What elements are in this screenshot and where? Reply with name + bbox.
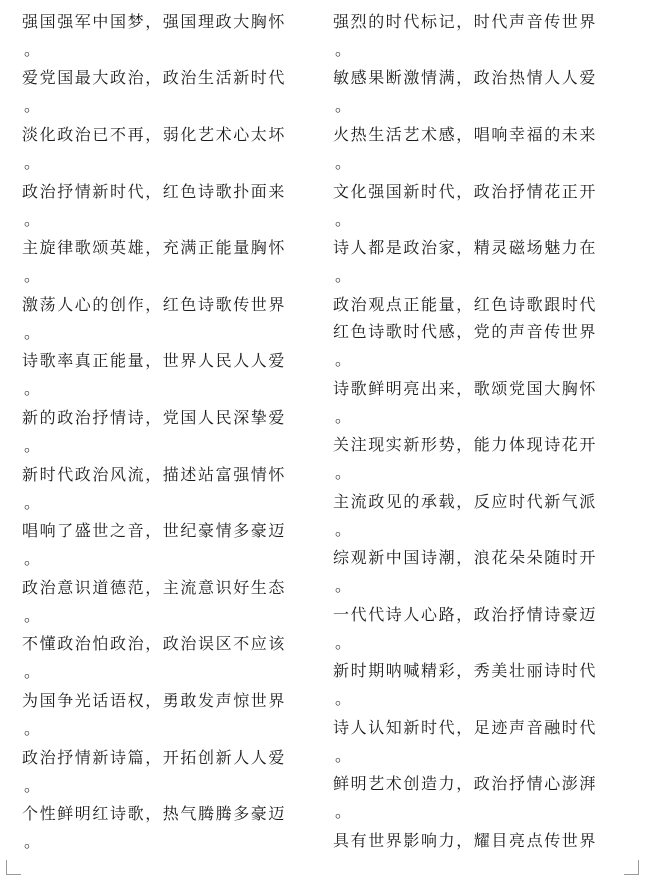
- poem-line: [22, 464, 322, 514]
- poem-line: [22, 690, 322, 740]
- poem-line: [22, 803, 322, 853]
- line-period: 。: [24, 606, 42, 625]
- line-text: 强烈的时代标记，时代声音传世界: [333, 12, 598, 31]
- poem-line: [333, 830, 633, 852]
- line-period: 。: [335, 802, 353, 821]
- line-text: 淡化政治已不再，弱化艺术心太坏: [22, 125, 287, 144]
- line-period: 。: [24, 436, 42, 455]
- line-text: 敏感果断激情满，政治热情人人爱: [333, 68, 598, 87]
- line-text: 具有世界影响力，耀目亮点传世界: [333, 831, 598, 850]
- line-text: 鲜明艺术创造力，政治抒情心澎湃: [333, 774, 598, 793]
- poem-line: [333, 491, 633, 541]
- line-period: 。: [335, 350, 353, 369]
- line-text: 火热生活艺术感，唱响幸福的未来: [333, 125, 598, 144]
- line-text: 关注现实新形势，能力体现诗花开: [333, 435, 598, 454]
- line-period: 。: [335, 153, 353, 172]
- poem-line: [333, 294, 633, 316]
- poem-line: [333, 181, 633, 231]
- line-text: 政治意识道德范，主流意识好生态: [22, 578, 287, 597]
- line-text: 主流政见的承载，反应时代新气派: [333, 492, 598, 511]
- line-text: 诗歌鲜明亮出来，歌颂党国大胸怀: [333, 379, 598, 398]
- line-text: 为国争光话语权，勇敢发声惊世界: [22, 691, 287, 710]
- line-period: 。: [24, 96, 42, 115]
- line-text: 新时代政治风流，描述站富强情怀: [22, 465, 287, 484]
- line-text: 爱党国最大政治，政治生活新时代: [22, 68, 287, 87]
- line-period: 。: [24, 40, 42, 59]
- poem-line: [333, 11, 633, 61]
- poem-line: [22, 11, 322, 61]
- poem-line: [333, 434, 633, 484]
- poem-line: [22, 577, 322, 627]
- line-text: 个性鲜明红诗歌，热气腾腾多豪迈: [22, 804, 287, 823]
- poem-line: [22, 181, 322, 231]
- poem-line: [22, 237, 322, 287]
- line-text: 政治观点正能量，红色诗歌跟时代: [333, 295, 598, 314]
- line-period: 。: [24, 266, 42, 285]
- line-period: 。: [335, 463, 353, 482]
- line-text: 政治抒情新诗篇，开拓创新人人爱: [22, 748, 287, 767]
- poem-line: [333, 321, 633, 371]
- line-period: 。: [24, 379, 42, 398]
- poem-line: [333, 67, 633, 117]
- poem-line: [22, 633, 322, 683]
- line-period: 。: [335, 689, 353, 708]
- line-text: 新的政治抒情诗，党国人民深挚爱: [22, 408, 287, 427]
- line-period: 。: [24, 719, 42, 738]
- line-text: 政治抒情新时代，红色诗歌扑面来: [22, 182, 287, 201]
- line-text: 诗人认知新时代，足迹声音融时代: [333, 718, 598, 737]
- line-period: 。: [335, 40, 353, 59]
- line-period: 。: [24, 832, 42, 851]
- line-text: 激荡人心的创作，红色诗歌传世界: [22, 295, 287, 314]
- poem-line: [333, 604, 633, 654]
- line-text: 综观新中国诗潮，浪花朵朵随时开: [333, 548, 598, 567]
- poem-line: [22, 124, 322, 174]
- line-text: 不懂政治怕政治，政治误区不应该: [22, 634, 287, 653]
- line-period: 。: [335, 746, 353, 765]
- poem-line: [22, 407, 322, 457]
- line-text: 唱响了盛世之音，世纪豪情多豪迈: [22, 521, 287, 540]
- line-period: 。: [24, 776, 42, 795]
- line-text: 主旋律歌颂英雄，充满正能量胸怀: [22, 238, 287, 257]
- line-text: 诗人都是政治家，精灵磁场魅力在: [333, 238, 598, 257]
- line-period: 。: [335, 520, 353, 539]
- line-text: 强国强军中国梦，强国理政大胸怀: [22, 12, 287, 31]
- poem-line: [333, 717, 633, 767]
- line-text: 新时期呐喊精彩，秀美壮丽诗时代: [333, 661, 598, 680]
- poem-line: [22, 67, 322, 117]
- line-period: 。: [335, 633, 353, 652]
- page-corner-mark: [624, 860, 639, 875]
- line-period: 。: [335, 266, 353, 285]
- line-period: 。: [24, 493, 42, 512]
- poem-line: [333, 547, 633, 597]
- line-period: 。: [24, 323, 42, 342]
- poem-line: [333, 773, 633, 823]
- line-period: 。: [335, 210, 353, 229]
- line-period: 。: [24, 210, 42, 229]
- line-text: 文化强国新时代，政治抒情花正开: [333, 182, 598, 201]
- line-period: 。: [24, 662, 42, 681]
- line-text: 诗歌率真正能量，世界人民人人爱: [22, 351, 287, 370]
- poem-line: [22, 350, 322, 400]
- poem-line: [22, 520, 322, 570]
- line-text: 红色诗歌时代感，党的声音传世界: [333, 322, 598, 341]
- poem-line: [333, 124, 633, 174]
- poem-line: [22, 294, 322, 344]
- poem-line: [333, 378, 633, 428]
- line-period: 。: [335, 407, 353, 426]
- line-text: 一代代诗人心路，政治抒情诗豪迈: [333, 605, 598, 624]
- line-period: 。: [335, 576, 353, 595]
- poem-line: [22, 747, 322, 797]
- poem-line: [333, 237, 633, 287]
- line-period: 。: [24, 549, 42, 568]
- poem-line: [333, 660, 633, 710]
- line-period: 。: [24, 153, 42, 172]
- line-period: 。: [335, 96, 353, 115]
- page-corner-mark: [6, 860, 21, 875]
